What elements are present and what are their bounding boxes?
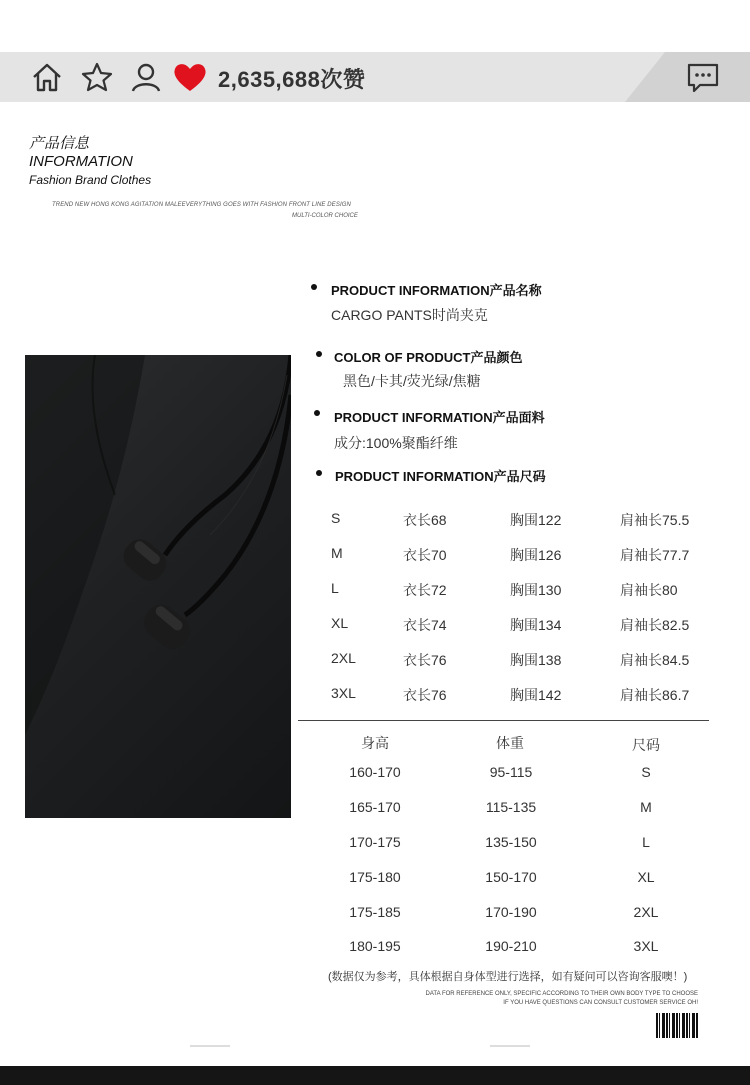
weight-cell: 95-115 <box>489 764 533 780</box>
height-cell: 165-170 <box>349 799 401 815</box>
length-cell: 衣长76 <box>403 652 447 668</box>
chest-cell: 胸围122 <box>510 512 562 528</box>
chest-cell: 胸围134 <box>510 617 562 633</box>
sleeve-cell: 肩袖长75.5 <box>620 512 690 528</box>
product-name-heading: PRODUCT INFORMATION产品名称 <box>331 283 542 298</box>
reference-note-en-2: IF YOU HAVE QUESTIONS CAN CONSULT CUSTOMER SERVICE OH! <box>503 1000 698 1006</box>
sleeve-cell: 肩袖长82.5 <box>620 617 690 633</box>
bullet-dot <box>316 470 322 476</box>
length-cell: 衣长68 <box>403 512 447 528</box>
height-cell: 175-180 <box>349 869 401 885</box>
size-cell: M <box>640 799 652 815</box>
size-cell: XL <box>637 869 655 885</box>
height-cell: 180-195 <box>349 938 401 954</box>
sleeve-cell: 肩袖长77.7 <box>620 547 690 563</box>
product-fabric-value: 成分:100%聚酯纤维 <box>334 435 458 451</box>
size-cell: L <box>331 580 339 596</box>
length-cell: 衣长76 <box>403 687 447 703</box>
height-cell: 160-170 <box>349 764 401 780</box>
height-cell: 170-175 <box>349 834 401 850</box>
info-subtitle: Fashion Brand Clothes <box>29 173 152 187</box>
product-size-heading: PRODUCT INFORMATION产品尺码 <box>335 469 546 484</box>
weight-cell: 170-190 <box>485 904 537 920</box>
height-header: 身高 <box>361 735 389 751</box>
chest-cell: 胸围138 <box>510 652 562 668</box>
sleeve-cell: 肩袖长80 <box>620 582 678 598</box>
table-divider <box>298 720 709 721</box>
barcode-graphic <box>656 1013 698 1038</box>
length-cell: 衣长72 <box>403 582 447 598</box>
sleeve-cell: 肩袖长84.5 <box>620 652 690 668</box>
decorative-mark <box>190 1045 230 1047</box>
bullet-dot <box>316 351 322 357</box>
size-header: 尺码 <box>632 737 660 753</box>
size-cell: L <box>642 834 650 850</box>
decorative-mark <box>490 1045 530 1047</box>
size-cell: S <box>331 510 341 526</box>
size-cell: 3XL <box>633 938 659 954</box>
chest-cell: 胸围130 <box>510 582 562 598</box>
size-cell: M <box>331 545 343 561</box>
length-cell: 衣长74 <box>403 617 447 633</box>
product-photo <box>25 355 291 818</box>
size-cell: 2XL <box>331 650 356 666</box>
product-name-value: CARGO PANTS时尚夹克 <box>331 307 488 323</box>
product-color-heading: COLOR OF PRODUCT产品颜色 <box>334 350 523 365</box>
weight-cell: 190-210 <box>485 938 537 954</box>
chest-cell: 胸围126 <box>510 547 562 563</box>
bullet-dot <box>311 284 317 290</box>
weight-cell: 115-135 <box>485 799 537 815</box>
sleeve-cell: 肩袖长86.7 <box>620 687 690 703</box>
product-color-value: 黑色/卡其/荧光绿/焦糖 <box>343 373 481 389</box>
weight-cell: 150-170 <box>485 869 537 885</box>
product-fabric-heading: PRODUCT INFORMATION产品面料 <box>334 410 545 425</box>
bottom-band <box>0 1066 750 1085</box>
weight-header: 体重 <box>496 735 524 751</box>
size-cell: 3XL <box>331 685 356 701</box>
reference-note-en-1: DATA FOR REFERENCE ONLY, SPECIFIC ACCORDING TO THEIR OWN BODY TYPE TO CHOOSE <box>425 991 698 997</box>
info-title-cn: 产品信息 <box>29 135 90 152</box>
height-cell: 175-185 <box>349 904 401 920</box>
info-title-en: INFORMATION <box>29 153 133 170</box>
size-cell: 2XL <box>633 904 659 920</box>
reference-note-cn: (数据仅为参考，具体根据自身体型进行选择，如有疑问可以咨询客服噢！) <box>328 971 688 983</box>
heart-icon[interactable] <box>172 60 208 94</box>
likes-count: 2,635,688次赞 <box>218 67 366 92</box>
info-tagline-2: MULTI-COLOR CHOICE <box>292 213 358 219</box>
home-icon[interactable] <box>30 60 64 94</box>
drawstring-illustration <box>25 355 291 818</box>
user-icon[interactable] <box>129 60 163 94</box>
weight-cell: 135-150 <box>485 834 537 850</box>
size-cell: S <box>641 764 651 780</box>
size-cell: XL <box>331 615 349 631</box>
chat-icon[interactable] <box>686 62 720 94</box>
length-cell: 衣长70 <box>403 547 447 563</box>
info-tagline: TREND NEW HONG KONG AGITATION MALEEVERYTHING GOES WITH FASHION FRONT LINE DESIGN <box>52 202 351 208</box>
bullet-dot <box>314 410 320 416</box>
chest-cell: 胸围142 <box>510 687 562 703</box>
star-icon[interactable] <box>80 60 114 94</box>
